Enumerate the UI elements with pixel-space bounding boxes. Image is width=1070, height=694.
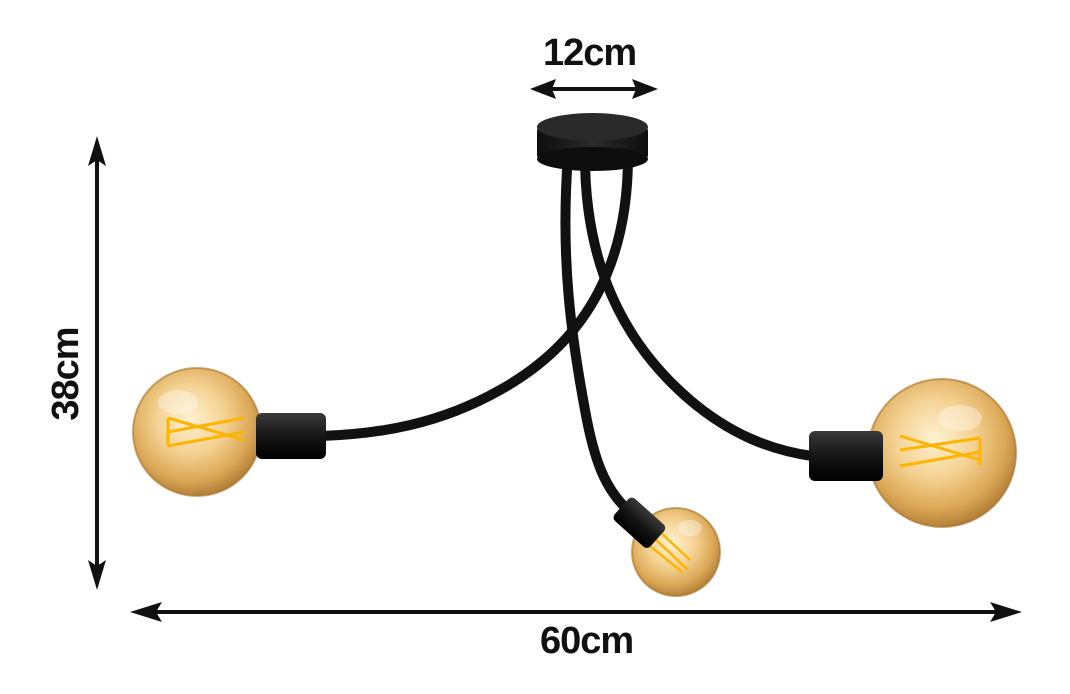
lamp-arm-right	[585, 156, 812, 456]
ceiling-canopy	[537, 113, 648, 171]
socket-right	[809, 431, 883, 481]
height-label: 38cm	[45, 327, 87, 421]
canopy-width-dimension	[530, 79, 658, 99]
bulb-right	[809, 379, 1016, 527]
bulb-middle	[611, 496, 720, 596]
width-dimension	[130, 602, 1022, 622]
width-label: 60cm	[540, 620, 634, 662]
canopy-width-label: 12cm	[543, 32, 637, 74]
socket-left	[256, 413, 326, 459]
lamp-arms	[322, 156, 812, 512]
bulb-left	[133, 368, 326, 496]
height-dimension	[88, 136, 106, 590]
